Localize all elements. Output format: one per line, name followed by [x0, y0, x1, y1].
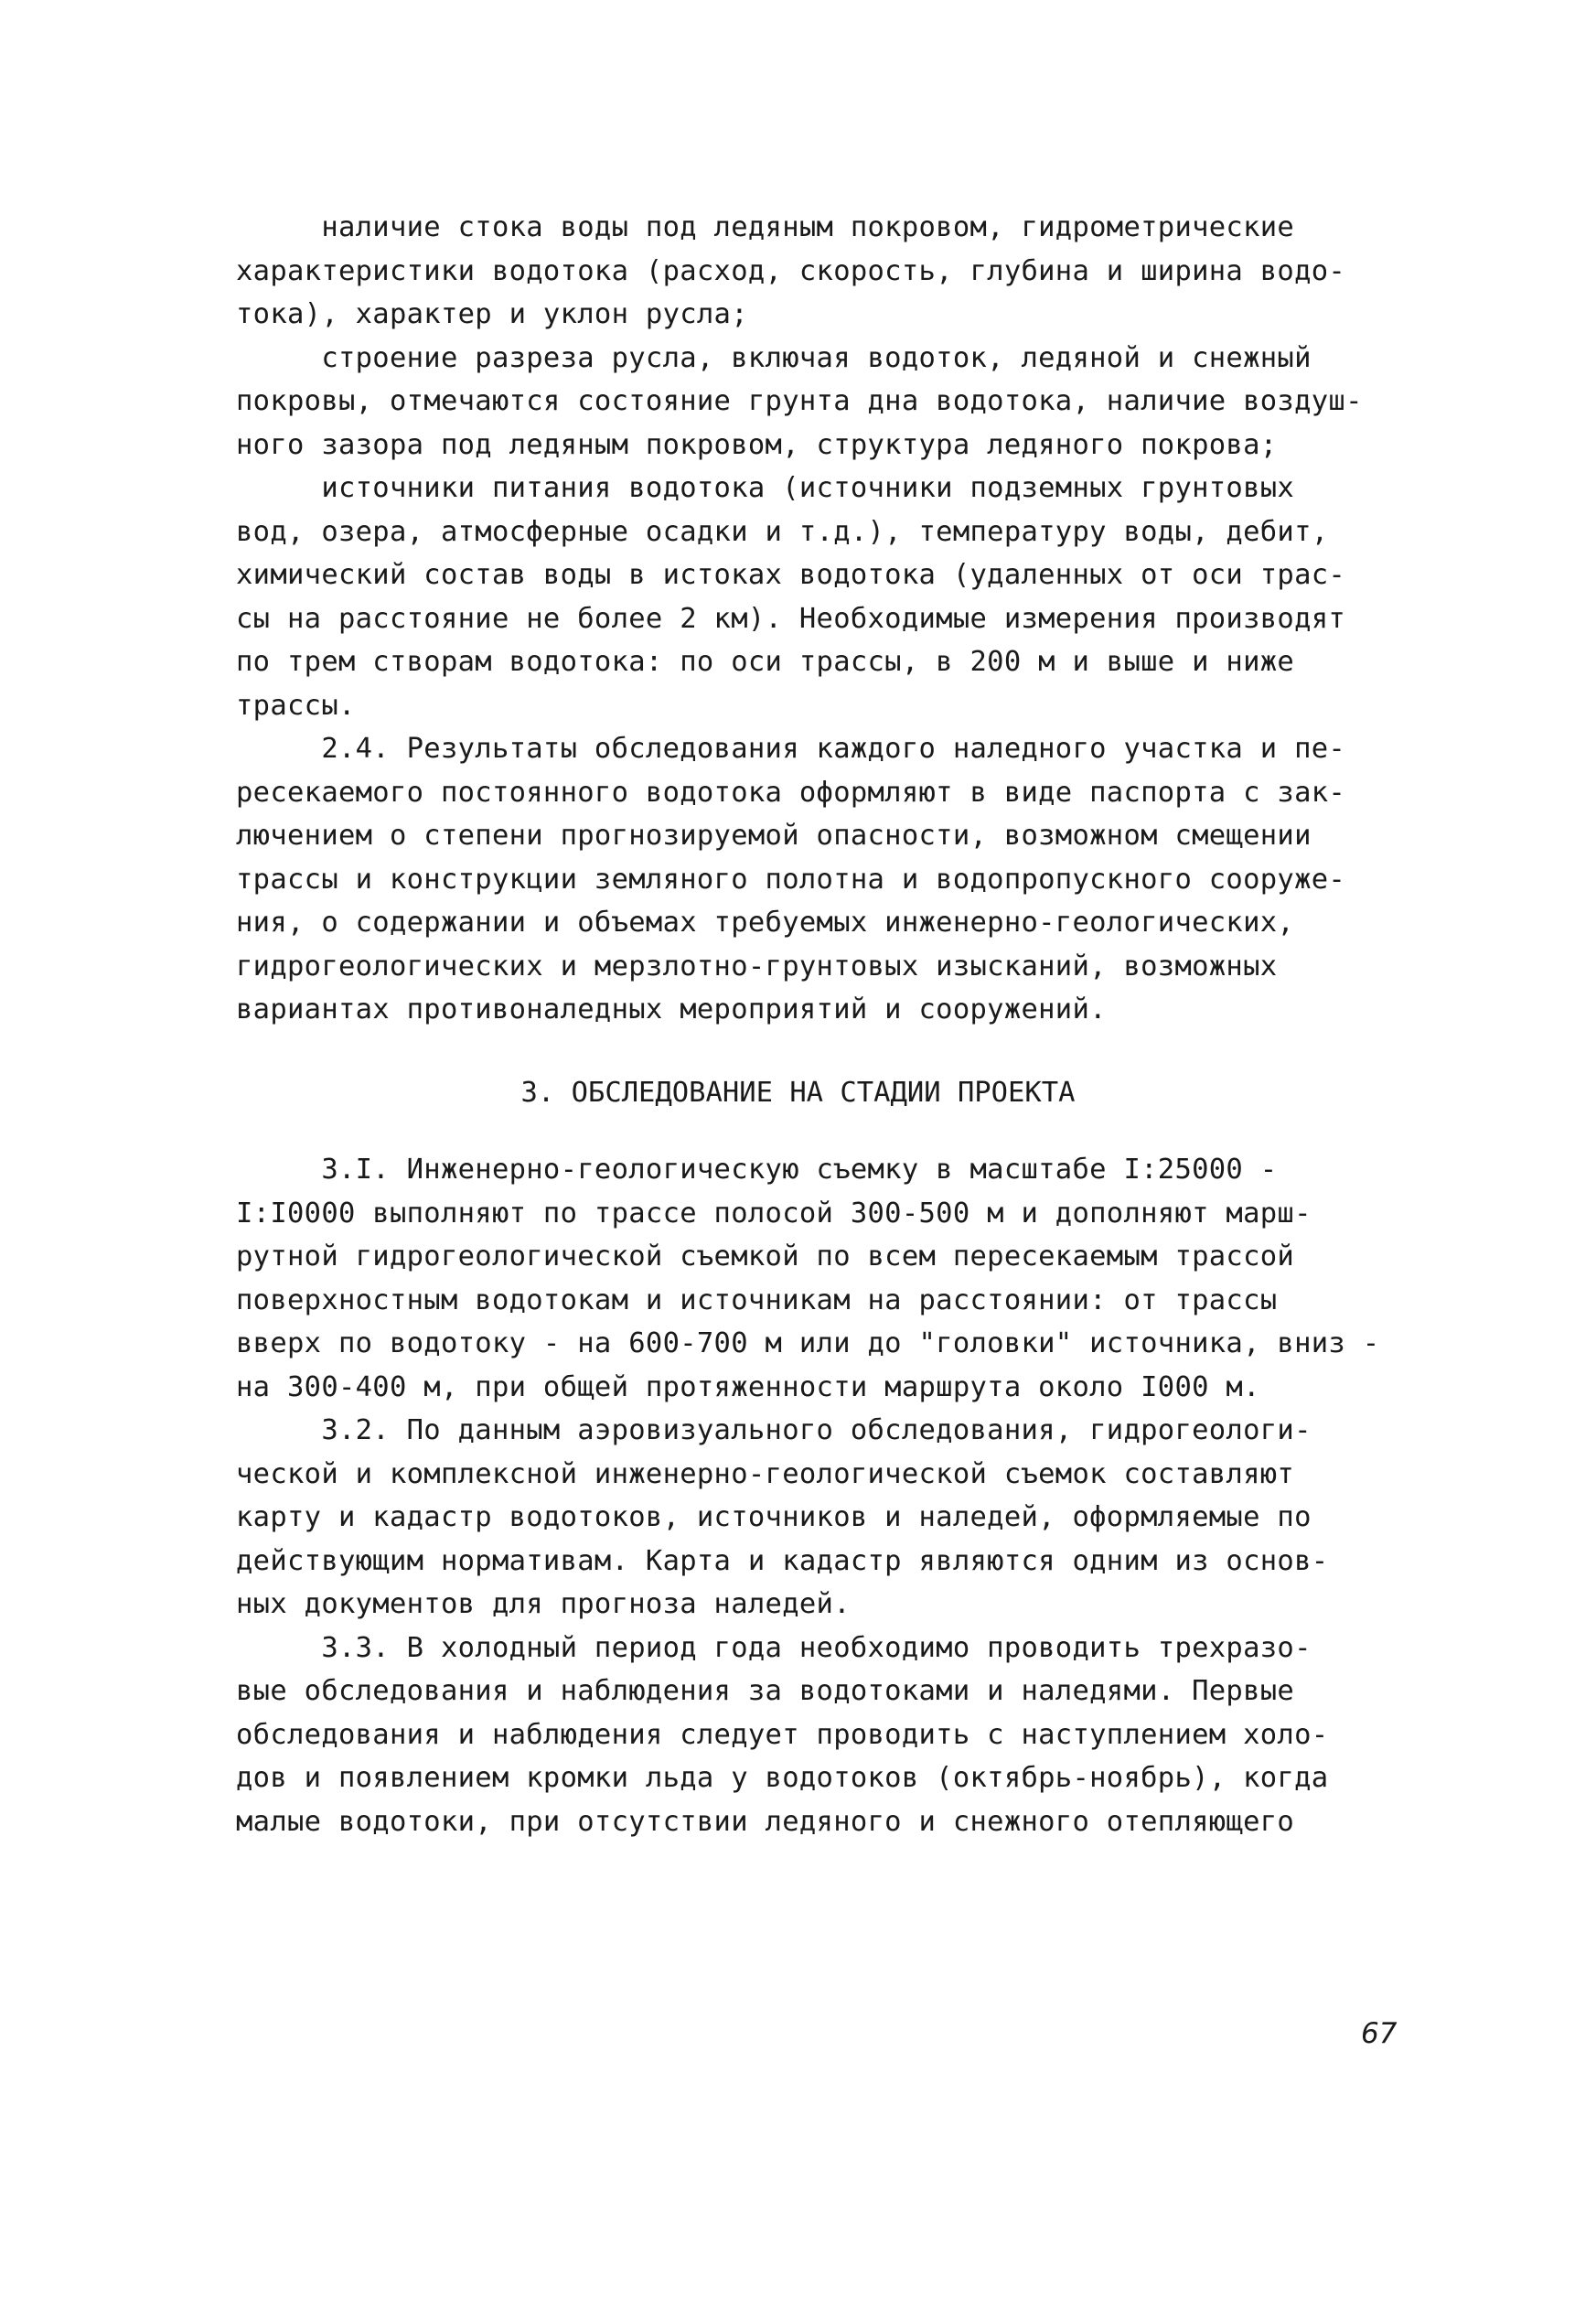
text-line: действующим нормативам. Карта и кадастр являются одним из основ- — [236, 1544, 1329, 1577]
text-line: обследования и наблюдения следует проводить с наступлением холо- — [236, 1718, 1329, 1751]
text-line: сы на расстояние не более 2 км). Необходимые измерения производят — [236, 602, 1346, 635]
text-line: I:I0000 выполняют по трассе полосой 300-500 м и дополняют марш- — [236, 1197, 1312, 1230]
text-line: вариантах противоналедных мероприятий и сооружений. — [236, 993, 1107, 1026]
text-line: ческой и комплексной инженерно-геологической съемок составляют — [236, 1457, 1295, 1490]
text-line: 3.2. По данным аэровизуального обследования, гидрогеологи- — [236, 1414, 1312, 1446]
text-line: характеристики водотока (расход, скорость, глубина и ширина водо- — [236, 254, 1346, 287]
text-line: карту и кадастр водотоков, источников и наледей, оформляемые по — [236, 1501, 1312, 1533]
text-line: рутной гидрогеологической съемкой по всем пересекаемым трассой — [236, 1240, 1295, 1272]
text-line: строение разреза русла, включая водоток, ледяной и снежный — [236, 341, 1312, 374]
text-line: малые водотоки, при отсутствии ледяного и снежного отепляющего — [236, 1805, 1295, 1838]
text-line: ния, о содержании и объемах требуемых инженерно-геологических, — [236, 907, 1295, 939]
text-line: покровы, отмечаются состояние грунта дна водотока, наличие воздуш- — [236, 385, 1363, 417]
text-line: лючением о степени прогнозируемой опасности, возможном смещении — [236, 820, 1312, 852]
text-line: трассы и конструкции земляного полотна и водопропускного сооруже- — [236, 863, 1346, 896]
text-line: ных документов для прогноза наледей. — [236, 1588, 851, 1620]
text-line: гидрогеологических и мерзлотно-грунтовых изысканий, возможных — [236, 950, 1278, 983]
text-line: вод, озера, атмосферные осадки и т.д.), температуру воды, дебит, — [236, 515, 1329, 548]
text-line: 2.4. Результаты обследования каждого наледного участка и пе- — [236, 733, 1346, 765]
text-line: дов и появлением кромки льда у водотоков (октябрь-ноябрь), когда — [236, 1762, 1329, 1794]
text-line: источники питания водотока (источники подземных грунтовых — [236, 472, 1295, 504]
text-line: трассы. — [236, 689, 356, 722]
text-line: поверхностным водотокам и источникам на расстоянии: от трассы — [236, 1283, 1278, 1316]
text-line: 3.I. Инженерно-геологическую съемку в масштабе I:25000 - — [236, 1154, 1278, 1186]
text-block-section-2 — [236, 206, 1388, 1032]
section-heading: 3. ОБСЛЕДОВАНИЕ НА СТАДИИ ПРОЕКТА — [520, 1077, 1076, 1109]
text-line: по трем створам водотока: по оси трассы, в 200 м и выше и ниже — [236, 646, 1295, 678]
text-line: вые обследования и наблюдения за водотоками и наледями. Первые — [236, 1675, 1295, 1707]
page-number: 67 — [1361, 2017, 1398, 2050]
text-line: тока), характер и уклон русла; — [236, 298, 748, 330]
text-block-section-3 — [236, 1148, 1388, 1843]
text-line: вверх по водотоку - на 600-700 м или до "головки" источника, вниз - — [236, 1327, 1380, 1359]
text-line: наличие стока воды под ледяным покровом, гидрометрические — [236, 211, 1295, 243]
text-line: на 300-400 м, при общей протяженности маршрута около I000 м. — [236, 1370, 1260, 1403]
text-line: химический состав воды в истоках водотока (удаленных от оси трас- — [236, 559, 1346, 591]
text-line: 3.3. В холодный период года необходимо проводить трехразо- — [236, 1631, 1312, 1664]
text-line: ного зазора под ледяным покровом, структура ледяного покрова; — [236, 428, 1278, 461]
text-line: ресекаемого постоянного водотока оформляют в виде паспорта с зак- — [236, 776, 1346, 809]
